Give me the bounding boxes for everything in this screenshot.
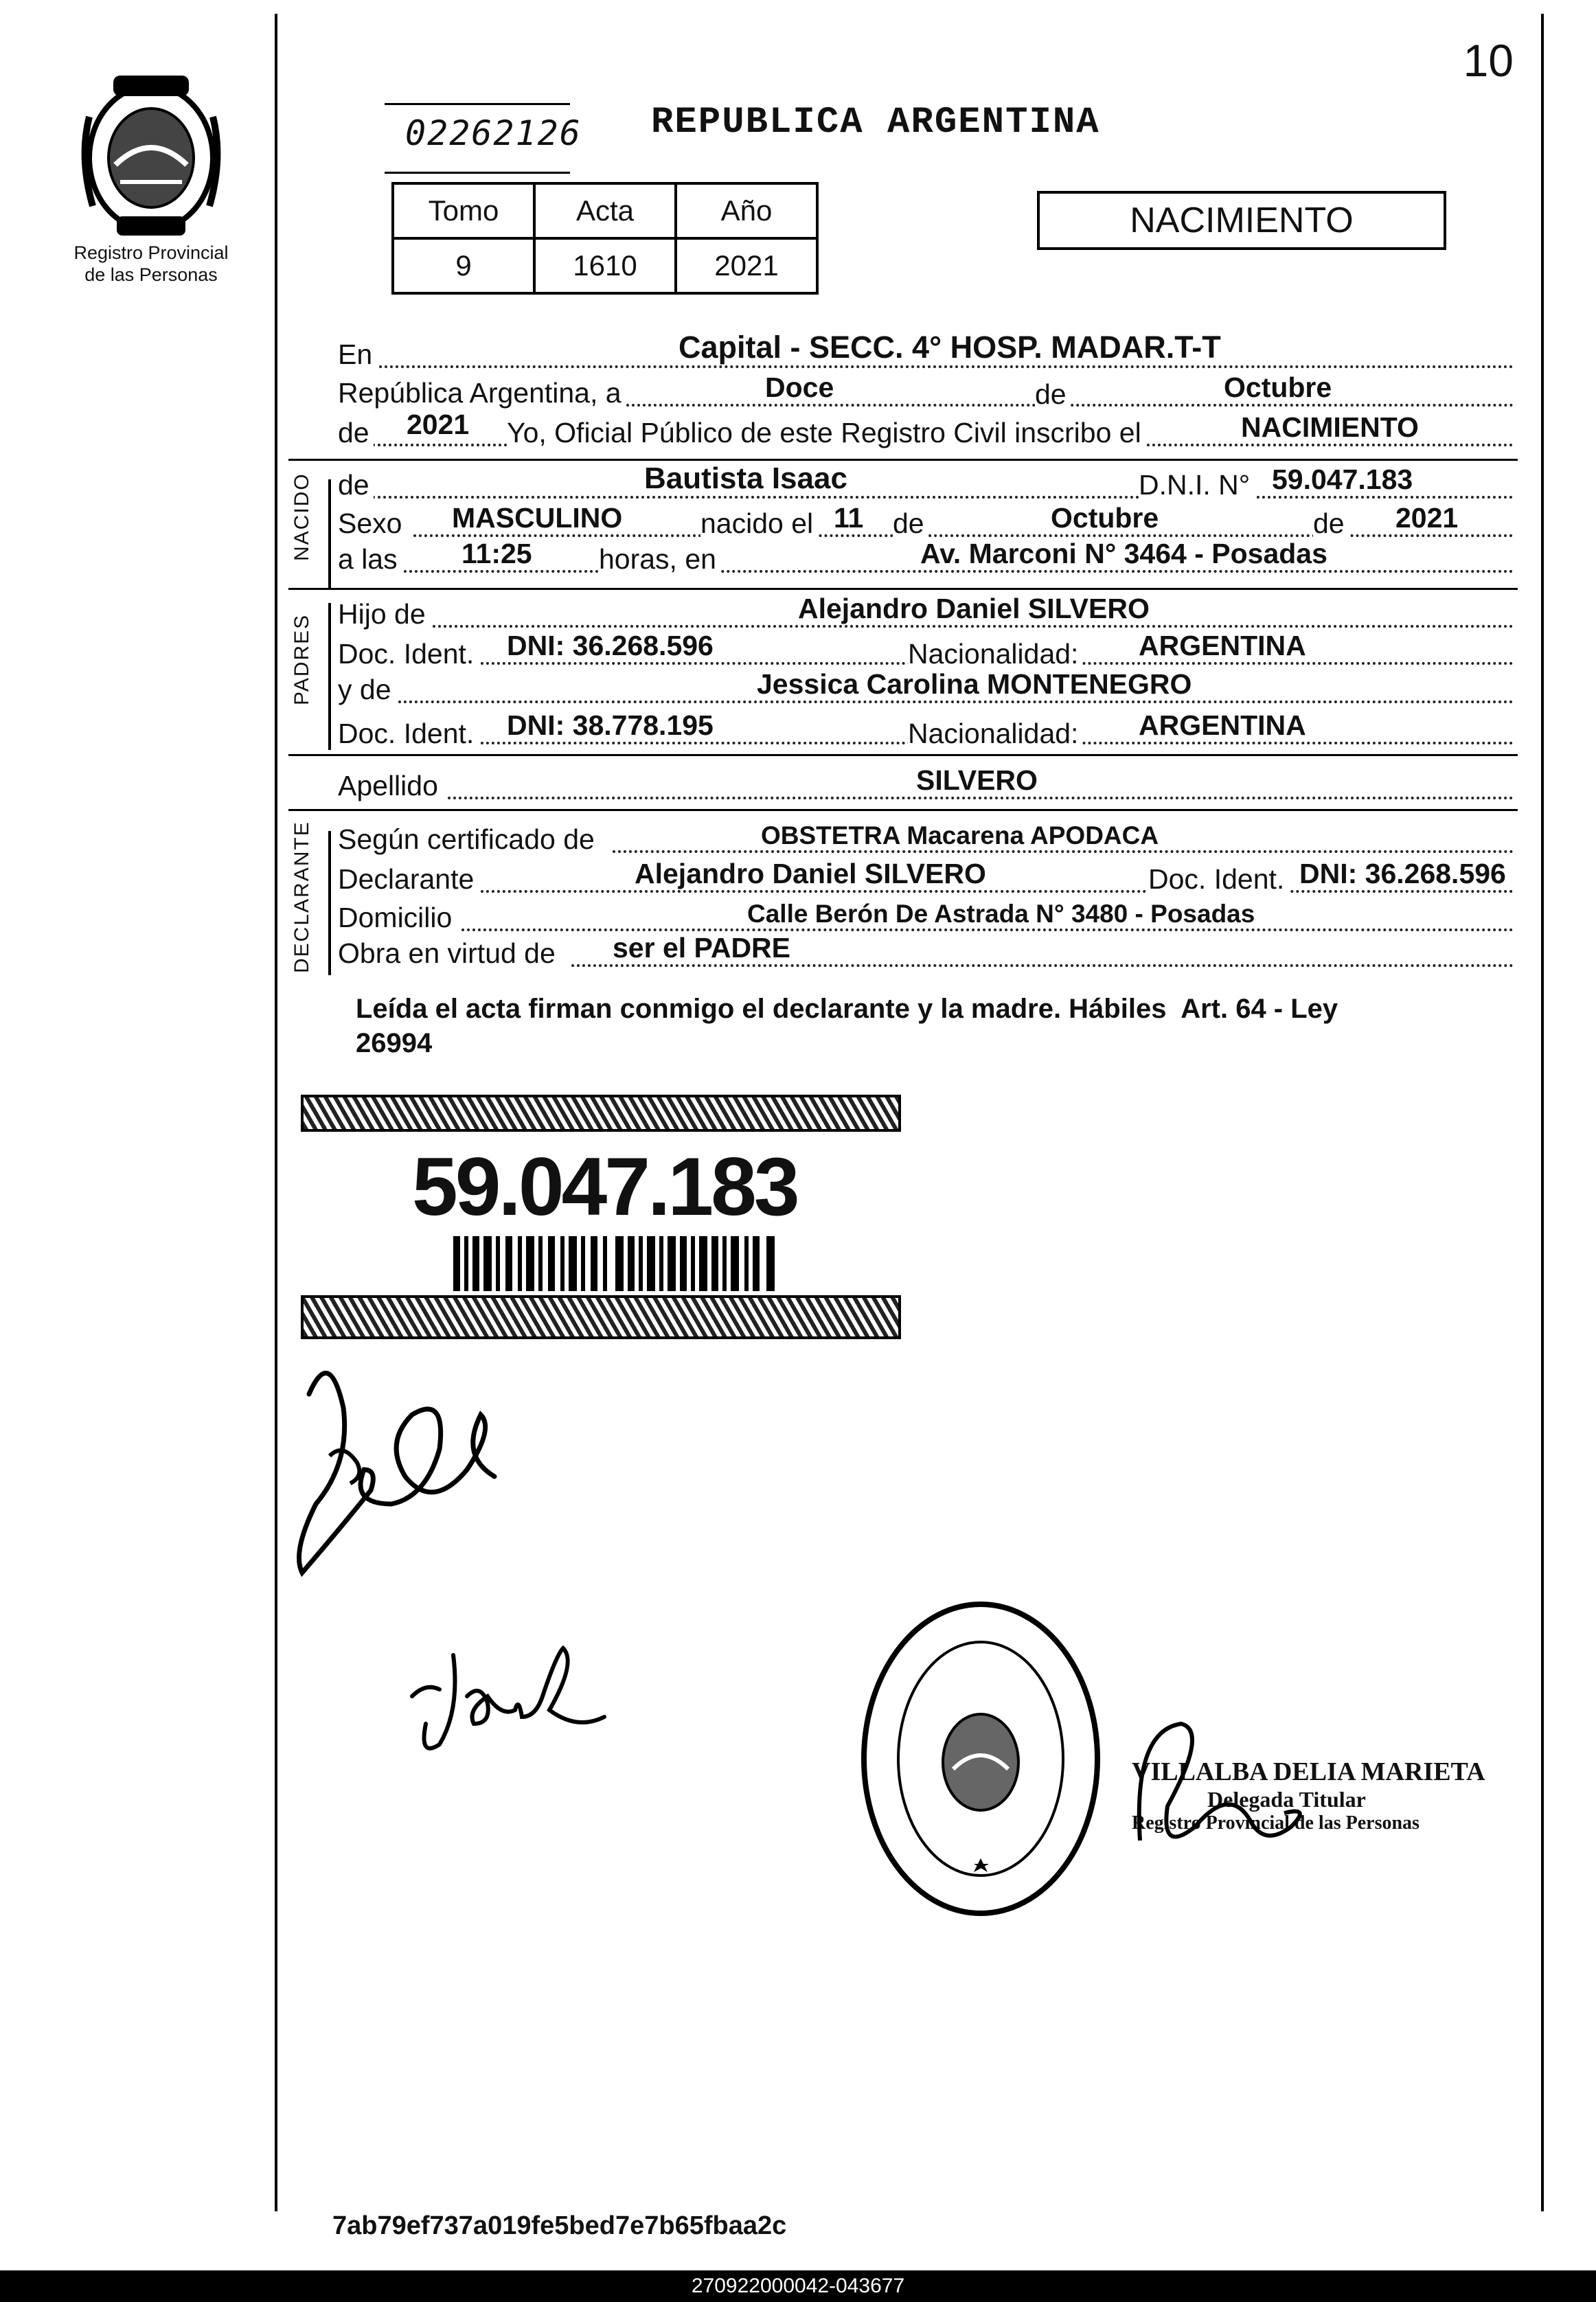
divider-3 (288, 754, 1518, 756)
footer-bar (0, 2270, 1596, 2302)
row-madre (338, 668, 1514, 710)
security-band-bottom (301, 1295, 901, 1339)
label-de-4: de (893, 508, 928, 540)
section-label-nacido: NACIDO (290, 472, 313, 561)
row-nombre (338, 461, 1514, 505)
row-padre (338, 593, 1514, 635)
provincial-seal-logo (76, 69, 227, 240)
value-padre-nacionalidad: ARGENTINA (1139, 630, 1306, 661)
label-hijo-de: Hijo de (338, 598, 430, 630)
label-de-3: de (338, 469, 374, 501)
header-acta: Acta (534, 183, 676, 238)
divider-2 (288, 588, 1518, 590)
label-certificado: Según certificado de (338, 823, 599, 856)
label-apellido: Apellido (338, 770, 442, 802)
record-table (391, 182, 819, 295)
issuer-line-2: de las Personas (84, 264, 218, 285)
label-de-2: de (338, 417, 374, 449)
divider-4 (288, 809, 1518, 811)
label-obra: Obra en virtud de (338, 937, 560, 970)
declarant-signature (288, 1353, 522, 1600)
serial-number: 02262126 (405, 113, 582, 153)
official-name: VILLALBA DELIA MARIETA (1132, 1757, 1485, 1786)
value-tipo-inscripcion: NACIMIENTO (1241, 411, 1419, 443)
serial-underline (385, 103, 570, 105)
row-declarante (338, 858, 1514, 900)
label-doc-ident-2: Doc. Ident. (338, 718, 478, 750)
footer-code: 270922000042-043677 (691, 2275, 905, 2297)
label-en: En (338, 339, 376, 371)
value-mes-nacimiento: Octubre (1051, 502, 1159, 534)
row-madre-doc (338, 709, 1514, 751)
value-padre: Alejandro Daniel SILVERO (798, 593, 1150, 624)
section-bar-nacido (328, 479, 331, 589)
section-label-declarante: DECLARANTE (290, 821, 313, 973)
value-declarante: Alejandro Daniel SILVERO (635, 858, 986, 889)
row-obra (338, 932, 1514, 974)
mother-signature (398, 1628, 618, 1765)
value-apellido: SILVERO (916, 764, 1038, 796)
value-hora: 11:25 (461, 538, 532, 569)
value-domicilio: Calle Berón De Astrada N° 3480 - Posadas (747, 900, 1255, 928)
record-type-box (1037, 191, 1446, 250)
value-dia: Doce (765, 372, 834, 403)
official-stamp (857, 1597, 1104, 1920)
issuer-name (48, 242, 254, 286)
value-anio: 2021 (407, 409, 470, 440)
value-anio-nacimiento: 2021 (1395, 502, 1459, 534)
right-frame-line (1541, 14, 1544, 2211)
label-nacido-el: nacido el (700, 508, 817, 540)
official-signature (1126, 1703, 1332, 1882)
serial-underline-bottom (385, 172, 570, 174)
closing-note (356, 992, 1338, 1060)
country-title: REPUBLICA ARGENTINA (651, 102, 1100, 144)
label-declarante: Declarante (338, 863, 478, 896)
section-bar-padres (328, 603, 331, 750)
section-label-padres: PADRES (290, 613, 313, 705)
dni-big-number: 59.047.183 (412, 1141, 797, 1233)
value-mes: Octubre (1224, 372, 1332, 403)
header-tomo: Tomo (393, 183, 534, 238)
value-certificado: OBSTETRA Macarena APODACA (761, 821, 1159, 850)
left-frame-line (275, 14, 277, 2211)
label-dni: D.N.I. N° (1139, 469, 1254, 501)
label-doc-ident-1: Doc. Ident. (338, 638, 478, 670)
label-horas-en: horas, en (599, 543, 720, 576)
value-acta: 1610 (534, 238, 676, 293)
official-role: Delegada Titular (1207, 1787, 1366, 1812)
value-dia-nacimiento: 11 (834, 502, 864, 534)
value-obra: ser el PADRE (613, 932, 791, 964)
value-anio: 2021 (676, 238, 817, 293)
row-certificado (338, 821, 1514, 860)
official-org: Registro Provincial de las Personas (1132, 1812, 1420, 1834)
value-lugar: Capital - SECC. 4° HOSP. MADAR.T-T (679, 330, 1221, 365)
dni-barcode (453, 1236, 783, 1291)
label-domicilio: Domicilio (338, 902, 456, 934)
header-anio: Año (676, 183, 817, 238)
row-domicilio (338, 900, 1514, 938)
section-bar-declarante (328, 831, 331, 975)
closing-note-line-1: Leída el acta firman conmigo el declarante y la madre. Hábiles Art. 64 - Ley (356, 994, 1338, 1024)
security-band-top (301, 1095, 901, 1132)
closing-note-line-2: 26994 (356, 1028, 433, 1058)
row-inscripcion (338, 409, 1514, 453)
row-hora (338, 538, 1514, 580)
label-a-las: a las (338, 543, 402, 576)
row-apellido (338, 764, 1514, 806)
value-tomo: 9 (393, 238, 534, 293)
label-republica: República Argentina, a (338, 377, 626, 409)
label-sexo: Sexo (338, 508, 406, 540)
record-type: NACIMIENTO (1130, 201, 1354, 240)
row-padre-doc (338, 630, 1514, 672)
label-de-5: de (1313, 508, 1349, 540)
value-madre: Jessica Carolina MONTENEGRO (757, 668, 1192, 700)
row-en (338, 330, 1514, 375)
page-number: 10 (1463, 35, 1514, 86)
value-padre-dni: DNI: 36.268.596 (507, 630, 714, 661)
value-madre-dni: DNI: 38.778.195 (507, 709, 714, 741)
value-lugar-nacimiento: Av. Marconi N° 3464 - Posadas (920, 538, 1327, 569)
divider-1 (288, 459, 1518, 461)
label-nacionalidad-2: Nacionalidad: (908, 718, 1082, 750)
label-doc-ident-3: Doc. Ident. (1148, 863, 1288, 896)
label-de-1: de (1035, 378, 1071, 411)
row-fecha (338, 372, 1514, 413)
document-hash: 7ab79ef737a019fe5bed7e7b65fbaa2c (332, 2211, 787, 2240)
label-nacionalidad-1: Nacionalidad: (908, 638, 1082, 670)
value-dni: 59.047.183 (1272, 464, 1413, 495)
value-sexo: MASCULINO (452, 502, 623, 534)
issuer-line-1: Registro Provincial (73, 242, 229, 263)
value-nombre: Bautista Isaac (644, 461, 847, 495)
value-declarante-dni: DNI: 36.268.596 (1299, 858, 1506, 889)
label-y-de: y de (338, 674, 396, 706)
value-madre-nacionalidad: ARGENTINA (1139, 709, 1306, 741)
label-inscribo: Yo, Oficial Público de este Registro Civil inscribo el (507, 417, 1145, 449)
